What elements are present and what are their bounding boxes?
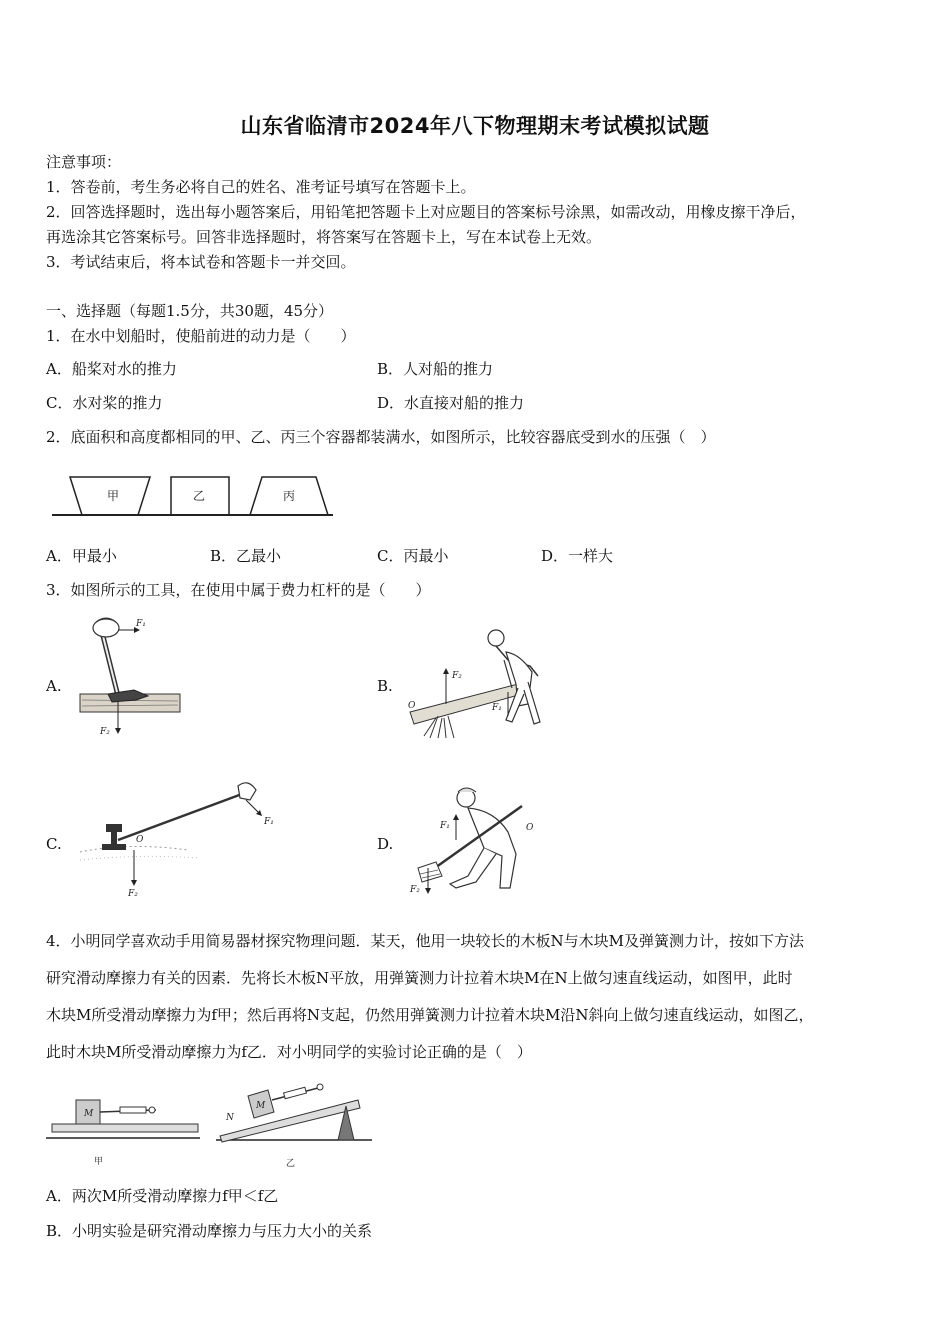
block-label: M [84, 1109, 94, 1119]
q4-option-a: A．两次M所受滑动摩擦力f甲＜f乙 [46, 1187, 279, 1205]
q1-option-d: D．水直接对船的推力 [377, 394, 525, 412]
section-heading: 一、选择题（每题1.5分，共30题，45分） [46, 302, 334, 320]
label-o: O [526, 823, 534, 833]
q4-line-3: 木块M所受滑动摩擦力为f甲；然后再将N支起，仍然用弹簧测力计拉着木块M沿N斜向上做匀速直线运动，如图乙， [46, 1006, 814, 1024]
q3-stem: 3．如图所示的工具，在使用中属于费力杠杆的是（ ） [46, 581, 431, 599]
label-f1: F₁ [136, 619, 146, 629]
label-f1: F₁ [264, 817, 274, 827]
q3-option-a: A. [46, 677, 62, 695]
label-f1: F₁ [440, 821, 450, 831]
q1-option-b: B．人对船的推力 [377, 360, 494, 378]
notice-heading: 注意事项： [46, 153, 122, 171]
label-f2: F₂ [100, 727, 110, 737]
q2-containers-figure [50, 470, 340, 522]
container-yi-label: 乙 [193, 489, 206, 503]
q3-figure-a-crowbar [78, 610, 188, 740]
q3-figure-c-rail-lever [78, 772, 278, 902]
label-o: O [136, 835, 144, 845]
label-o: O [408, 701, 416, 711]
q4-option-b: B．小明实验是研究滑动摩擦力与压力大小的关系 [46, 1222, 373, 1240]
q3-option-d: D. [377, 835, 394, 853]
board-label: N [226, 1113, 234, 1123]
q2-option-d: D．一样大 [541, 547, 614, 565]
caption-jia: 甲 [94, 1157, 104, 1167]
block-label: M [256, 1101, 266, 1111]
container-bing-label: 丙 [283, 489, 296, 503]
q2-option-a: A．甲最小 [46, 547, 117, 565]
notice-item-1: 1．答卷前，考生务必将自己的姓名、准考证号填写在答题卡上。 [46, 178, 476, 196]
q3-figure-d-shovel [404, 784, 544, 900]
container-jia-label: 甲 [107, 489, 120, 503]
q3-option-c: C. [46, 835, 62, 853]
q3-option-b: B. [377, 677, 393, 695]
caption-yi: 乙 [286, 1159, 296, 1169]
label-f1: F₁ [492, 703, 502, 713]
notice-item-2-cont: 再选涂其它答案标号。回答非选择题时，将答案写在答题卡上，写在本试卷上无效。 [46, 228, 602, 246]
q3-figure-b-wheelbarrow [400, 626, 560, 746]
notice-item-3: 3．考试结束后，将本试卷和答题卡一并交回。 [46, 253, 356, 271]
q4-line-1: 4．小明同学喜欢动手用简易器材探究物理问题．某天，他用一块较长的木板N与木块M及弹簧测力计，按如下方法 [46, 932, 805, 950]
q1-stem: 1．在水中划船时，使船前进的动力是（ ） [46, 327, 356, 345]
q1-option-a: A．船桨对水的推力 [46, 360, 177, 378]
q2-option-c: C．丙最小 [377, 547, 449, 565]
label-f2: F₂ [128, 889, 138, 899]
q4-figure-incline [214, 1076, 374, 1170]
page-title: 山东省临清市2024年八下物理期末考试模拟试题 [240, 114, 710, 138]
notice-item-2: 2．回答选择题时，选出每小题答案后，用铅笔把答题卡上对应题目的答案标号涂黑，如需改动，用橡皮擦干净后， [46, 203, 806, 221]
label-f2: F₂ [452, 671, 462, 681]
q2-stem: 2．底面积和高度都相同的甲、乙、丙三个容器都装满水，如图所示，比较容器底受到水的压强（ ） [46, 428, 716, 446]
q2-option-b: B．乙最小 [210, 547, 282, 565]
label-f2: F₂ [410, 885, 420, 895]
q1-option-c: C．水对桨的推力 [46, 394, 163, 412]
q4-line-2: 研究滑动摩擦力有关的因素．先将长木板N平放，用弹簧测力计拉着木块M在N上做匀速直线运动，如图甲，此时 [46, 969, 793, 987]
q4-line-4: 此时木块M所受滑动摩擦力为f乙．对小明同学的实验讨论正确的是（ ） [46, 1043, 532, 1061]
q4-figure-flat [44, 1080, 204, 1170]
